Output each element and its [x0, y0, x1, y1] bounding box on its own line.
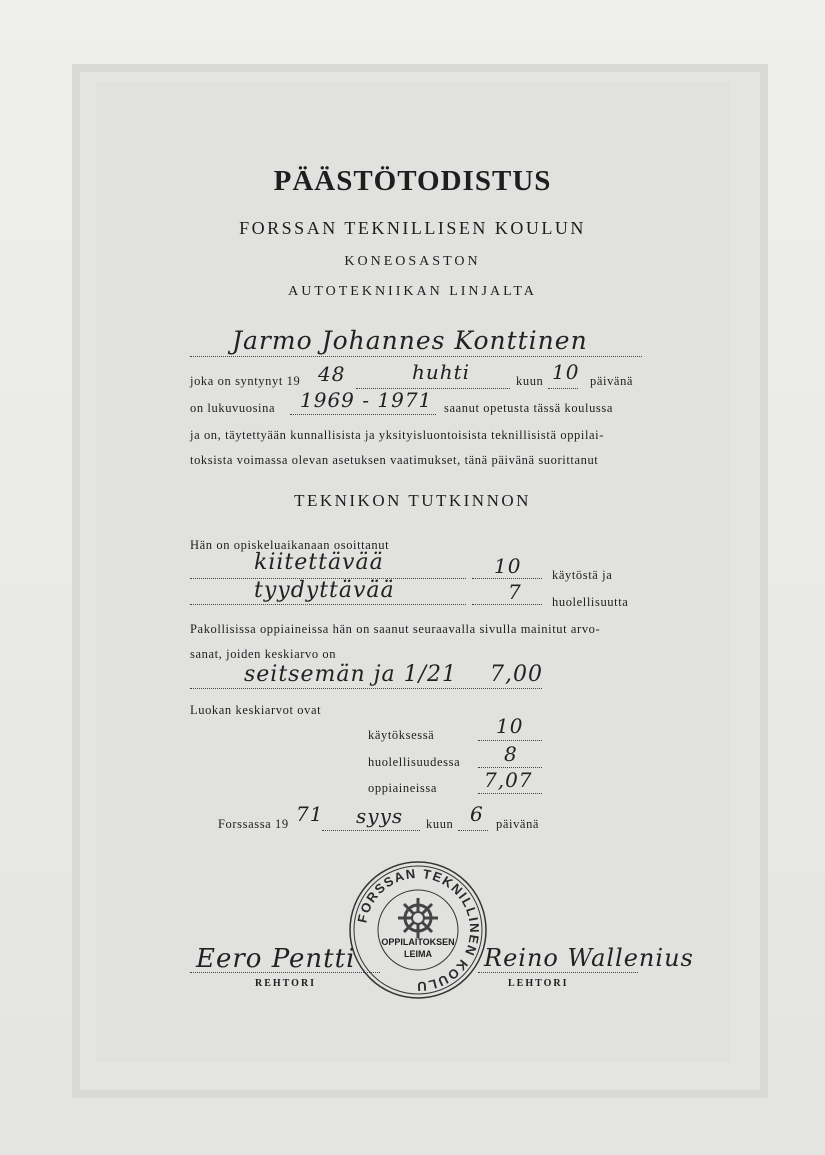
- issued-month-dotted-line: [322, 830, 420, 831]
- class-subjects-dotted-line: [478, 793, 542, 794]
- birth-day-dotted-line: [548, 388, 578, 389]
- birth-day: 10: [552, 360, 580, 384]
- class-conduct-label: käytöksessä: [368, 728, 435, 742]
- department-name: KONEOSASTON: [344, 254, 481, 269]
- study-years-dotted-line: [290, 414, 436, 415]
- school-name: FORSSAN TEKNILLISEN KOULUN: [239, 218, 586, 238]
- student-name: Jarmo Johannes Konttinen: [232, 326, 588, 355]
- class-diligence-label: huolellisuudessa: [368, 755, 461, 769]
- class-conduct-dotted-line: [478, 740, 542, 741]
- issued-month-label: kuun: [426, 817, 454, 831]
- diligence-word-dotted-line: [190, 604, 466, 605]
- issued-month: syys: [356, 804, 404, 828]
- study-suffix: saanut opetusta tässä koulussa: [444, 401, 614, 415]
- conduct-intro: Hän on opiskeluaikanaan osoittanut: [190, 538, 390, 552]
- class-subjects-value: 7,07: [484, 768, 533, 792]
- birth-prefix: joka on syntynyt 19: [190, 374, 301, 388]
- school-stamp: [346, 858, 490, 1002]
- stamp-center-line2: LEIMA: [404, 949, 432, 959]
- diligence-grade-dotted-line: [472, 604, 542, 605]
- name-dotted-line: [190, 356, 642, 357]
- birth-year: 48: [318, 362, 346, 386]
- conduct-grade: 10: [494, 554, 522, 578]
- birth-day-label: päivänä: [590, 374, 634, 388]
- stamp-ring-text: FORSSAN TEKNILLINEN KOULU: [354, 865, 483, 995]
- average-text-2: sanat, joiden keskiarvo on: [190, 647, 337, 661]
- diligence-word: tyydyttävää: [254, 578, 395, 603]
- class-subjects-label: oppiaineissa: [368, 781, 437, 795]
- birth-month: huhti: [412, 360, 471, 384]
- diligence-grade: 7: [508, 580, 522, 604]
- average-words: seitsemän ja 1/21: [244, 662, 457, 687]
- average-text-1: Pakollisissa oppiaineissa hän on saanut seuraavalla sivulla mainitut arvo-: [190, 622, 601, 636]
- conduct-label: käytöstä ja: [552, 568, 613, 582]
- class-conduct-value: 10: [496, 714, 524, 738]
- class-diligence-value: 8: [504, 742, 518, 766]
- conduct-grade-dotted-line: [472, 578, 542, 579]
- diligence-label: huolellisuutta: [552, 595, 629, 609]
- issued-year: 71: [296, 802, 324, 826]
- conduct-word: kiitettävää: [254, 550, 384, 575]
- right-signature: Reino Wallenius: [484, 944, 694, 972]
- class-averages-intro: Luokan keskiarvot ovat: [190, 703, 322, 717]
- issued-day-dotted-line: [458, 830, 488, 831]
- birth-month-label: kuun: [516, 374, 544, 388]
- stamp-center-line1: OPPILAITOKSEN: [381, 937, 455, 947]
- right-signature-line: [478, 972, 638, 973]
- requirements-text-2: toksista voimassa olevan asetuksen vaatimukset, tänä päivänä suorittanut: [190, 453, 599, 467]
- degree-heading: TEKNIKON TUTKINNON: [294, 491, 531, 510]
- study-prefix: on lukuvuosina: [190, 401, 276, 415]
- left-signature-title: REHTORI: [255, 978, 317, 989]
- issued-day-label: päivänä: [496, 817, 540, 831]
- line-name: AUTOTEKNIIKAN LINJALTA: [288, 284, 537, 299]
- certificate-title: PÄÄSTÖTODISTUS: [273, 165, 552, 197]
- requirements-text-1: ja on, täytettyään kunnallisista ja yksityisluontoisista teknillisistä oppilai-: [190, 428, 605, 442]
- issued-place-prefix: Forssassa 19: [218, 817, 289, 831]
- study-years: 1969 - 1971: [300, 388, 433, 412]
- average-number: 7,00: [490, 662, 543, 687]
- left-signature: Eero Pentti: [196, 944, 356, 974]
- issued-day: 6: [470, 802, 484, 826]
- right-signature-title: LEHTORI: [508, 978, 569, 989]
- average-dotted-line: [190, 688, 542, 689]
